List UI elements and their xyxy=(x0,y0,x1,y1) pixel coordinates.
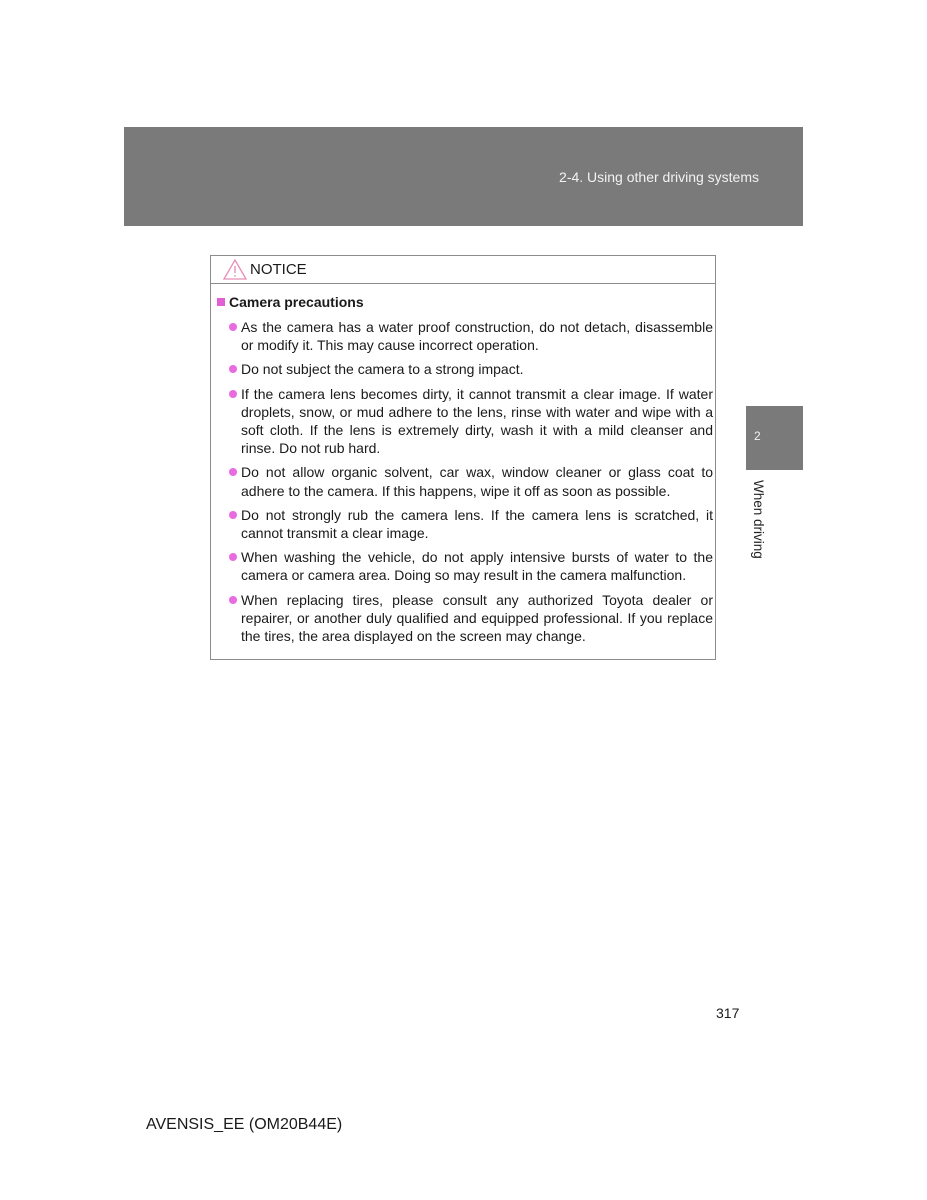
bullet-icon xyxy=(229,553,237,561)
bullet-icon xyxy=(229,468,237,476)
bullet-icon xyxy=(229,596,237,604)
list-item: When replacing tires, please consult any authorized Toyota dealer or repairer, or another duly qualified and equipped professional. If you replace the tires, the area displayed on the screen may change. xyxy=(229,591,713,646)
bullet-icon xyxy=(229,390,237,398)
list-item: Do not subject the camera to a strong impact. xyxy=(229,360,713,378)
list-item: If the camera lens becomes dirty, it cannot transmit a clear image. If water droplets, snow, or mud adhere to the lens, rinse with water and wipe with a soft cloth. If the lens is extremely dirty, wash it with a mild cleanser and rinse. Do not rub hard. xyxy=(229,385,713,458)
list-item: As the camera has a water proof construction, do not detach, disassemble or modify it. This may cause incorrect operation. xyxy=(229,318,713,354)
camera-precautions-heading: Camera precautions xyxy=(217,294,364,310)
bullet-icon xyxy=(229,511,237,519)
notice-box xyxy=(210,255,716,660)
page-number: 317 xyxy=(716,1005,740,1021)
list-item: Do not strongly rub the camera lens. If the camera lens is scratched, it cannot transmit a clear image. xyxy=(229,506,713,542)
list-item: When washing the vehicle, do not apply intensive bursts of water to the camera or camera area. Doing so may result in the camera malfunction. xyxy=(229,548,713,584)
notice-label: NOTICE xyxy=(250,261,307,278)
header-band xyxy=(124,127,803,226)
chapter-label: When driving xyxy=(751,480,766,559)
square-bullet-icon xyxy=(217,298,225,306)
bullet-icon xyxy=(229,323,237,331)
chapter-tab xyxy=(746,406,803,470)
bullet-icon xyxy=(229,365,237,373)
document-id: AVENSIS_EE (OM20B44E) xyxy=(146,1116,343,1133)
precautions-list xyxy=(229,318,713,651)
chapter-number: 2 xyxy=(754,429,761,443)
warning-triangle-icon xyxy=(223,259,247,285)
notice-header xyxy=(211,256,715,284)
section-title: 2-4. Using other driving systems xyxy=(559,169,759,185)
list-item: Do not allow organic solvent, car wax, window cleaner or glass coat to adhere to the camera. If this happens, wipe it off as soon as possible. xyxy=(229,463,713,499)
